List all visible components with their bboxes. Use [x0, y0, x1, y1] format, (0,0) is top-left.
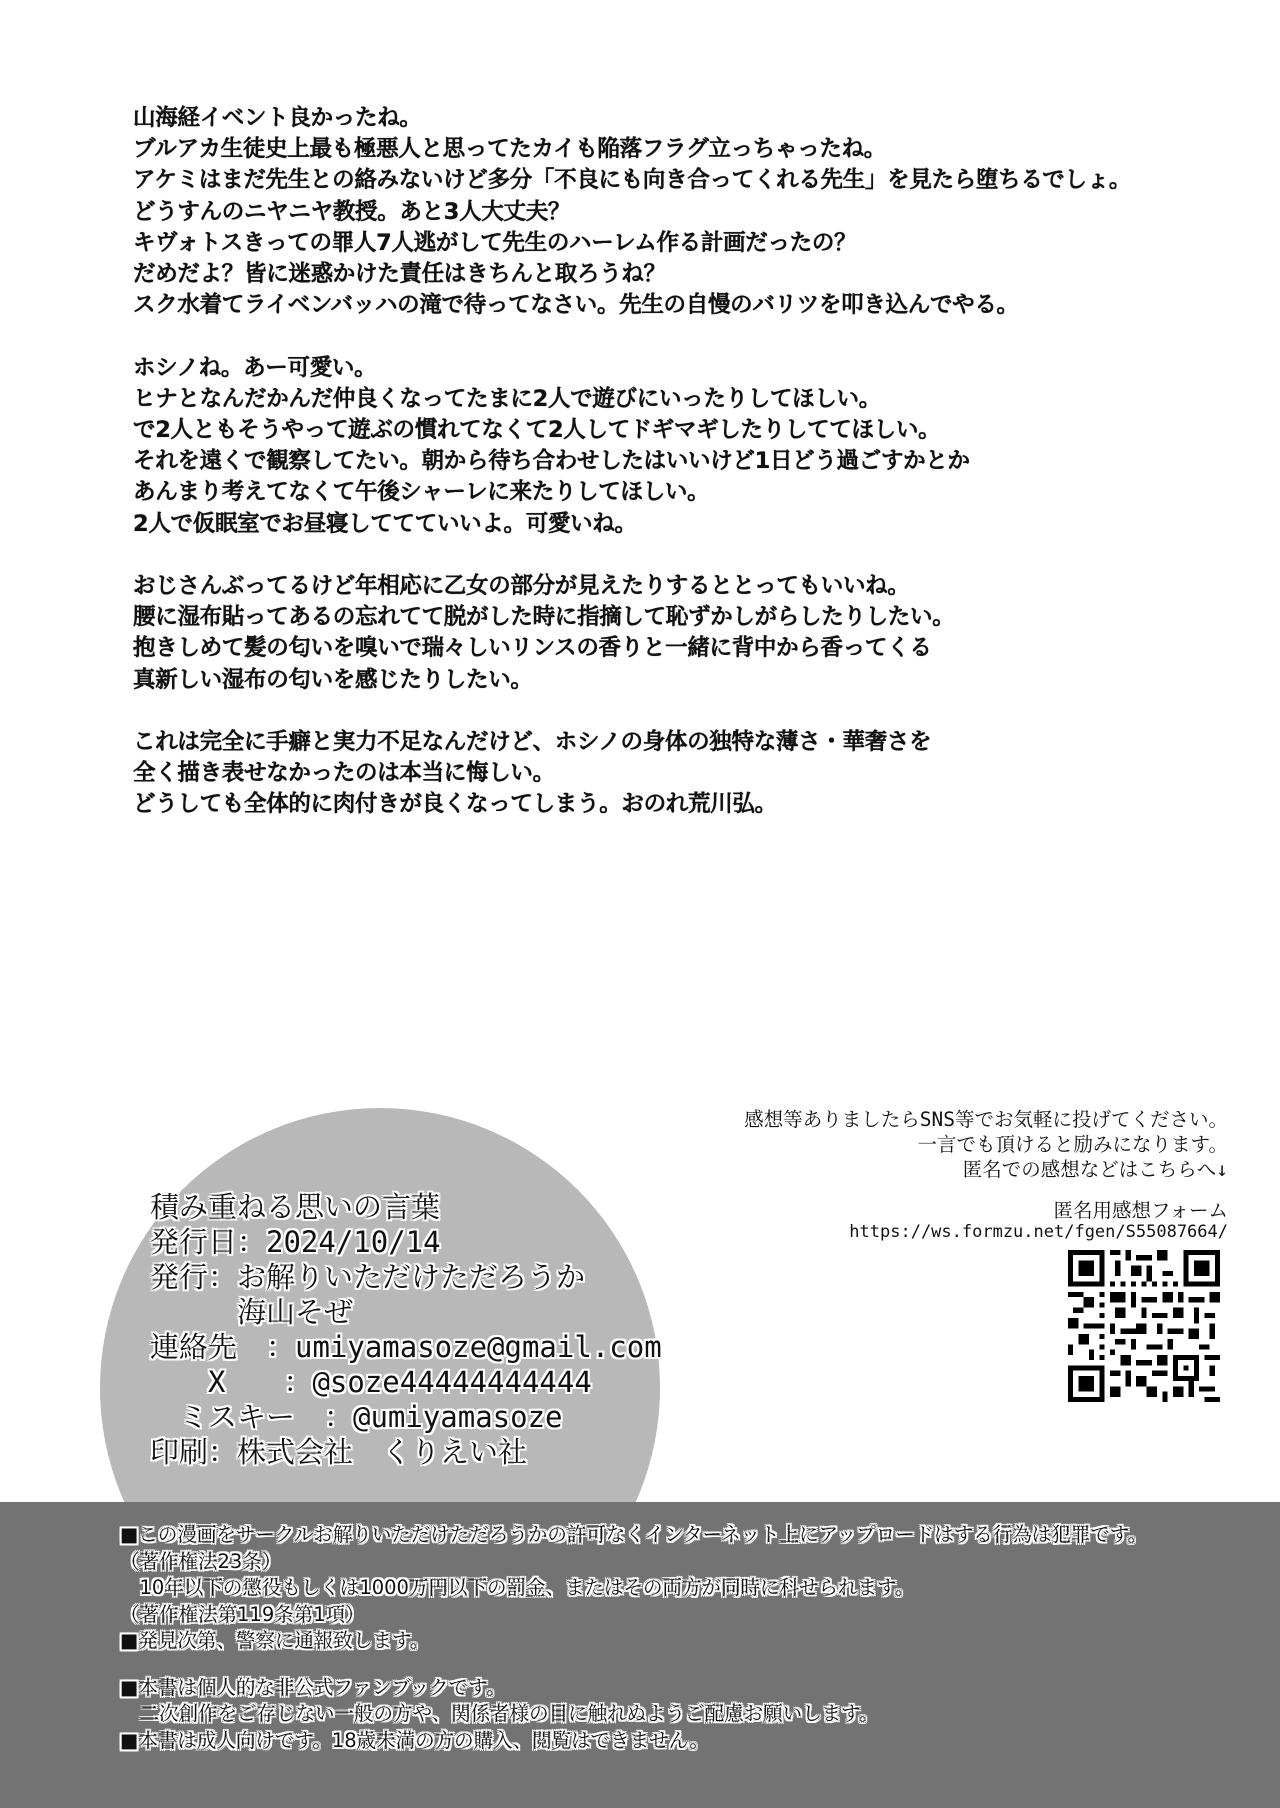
feedback-url[interactable]: https://ws.formzu.net/fgen/S55087664/ — [849, 1222, 1228, 1242]
afterword-line: キヴォトスきっての罪人7人逃がして先生のハーレム作る計画だったの？ — [133, 229, 857, 256]
afterword-line: 抱きしめて髪の匂いを嗅いで瑞々しいリンスの香りと一緒に背中から香ってくる — [133, 635, 932, 662]
afterword-line: で2人ともそうやって遊ぶの慣れてなくて2人してドギマギしたりしててほしい。 — [133, 417, 941, 444]
afterword-line: どうしても全体的に肉付きが良くなってしまう。おのれ荒川弘。 — [133, 791, 777, 818]
legal-line: ■本書は個人的な非公式ファンブックです。 — [120, 1675, 506, 1699]
afterword-line: 全く描き表せなかったのは本当に悔しい。 — [133, 760, 555, 787]
afterword-line: ブルアカ生徒史上最も極悪人と思ってたカイも陥落フラグ立っちゃったね。 — [133, 136, 887, 163]
legal-line: （著作権法23条） — [120, 1549, 282, 1573]
feedback-line: 感想等ありましたらSNS等でお気軽に投げてください。 — [744, 1108, 1228, 1131]
afterword-line: あんまり考えてなくて午後シャーレに来たりしてほしい。 — [133, 479, 710, 506]
publish-date: 発行日：2024/10/14 — [150, 1225, 441, 1259]
feedback-note — [744, 1107, 1228, 1182]
printer: 印刷：株式会社 くりえい社 — [150, 1435, 528, 1469]
contact-misskey: ミスキー ：@umiyamasoze — [150, 1400, 563, 1434]
afterword-line: おじさんぶってるけど年相応に乙女の部分が見えたりするととってもいいね。 — [133, 573, 910, 600]
legal-notice — [120, 1522, 1260, 1754]
legal-line: ■本書は成人向けです。18歳未満の方の購入、閲覧はできません。 — [120, 1728, 709, 1752]
afterword-line: 腰に湿布貼ってあるの忘れてて脱がした時に指摘して恥ずかしがらしたりしたい。 — [133, 604, 955, 631]
afterword-line: 真新しい湿布の匂いを感じたりしたい。 — [133, 666, 533, 693]
feedback-line: 匿名での感想などはこちらへ↓ — [962, 1158, 1228, 1181]
afterword-line: それを遠くで観察してたい。朝から待ち合わせしたはいいけど1日どう過ごすかとか — [133, 448, 970, 475]
legal-line: （著作権法第119条第1項） — [120, 1602, 365, 1626]
form-title: 匿名用感想フォーム — [1053, 1199, 1228, 1222]
author: 海山そぜ — [150, 1295, 354, 1329]
afterword-line: だめだよ？皆に迷惑かけた責任はきちんと取ろうね？ — [133, 261, 666, 288]
afterword-line: これは完全に手癖と実力不足なんだけど、ホシノの身体の独特な薄さ・華奢さを — [133, 729, 932, 756]
qr-code[interactable] — [1068, 1250, 1220, 1402]
afterword-line: アケミはまだ先生との絡みないけど多分「不良にも向き合ってくれる先生」を見たら堕ちるでしょ。 — [133, 167, 1132, 194]
book-title: 積み重ねる思いの言葉 — [150, 1190, 441, 1224]
contact-email: 連絡先 ：umiyamasoze@gmail.com — [150, 1330, 662, 1364]
afterword-line: 山海経イベント良かったね。 — [133, 105, 422, 131]
afterword-line: ヒナとなんだかんだ仲良くなってたまに2人で遊びにいったりしてほしい。 — [133, 385, 881, 412]
publisher: 発行：お解りいただけただろうか — [150, 1260, 586, 1294]
legal-line: 10年以下の懲役もしくは1000万円以下の罰金、またはその両方が同時に科せられます。 — [120, 1576, 915, 1599]
feedback-line: 一言でも頂けると励みになります。 — [917, 1133, 1228, 1156]
legal-line: 二次創作をご存じない一般の方や、関係者様の目に触れぬようご配慮お願いします。 — [120, 1702, 879, 1725]
legal-line: ■この漫画をサークルお解りいただけただろうかの許可なくインターネット上にアップロードはする行為は犯罪です。 — [120, 1523, 1148, 1546]
afterword-line: 2人で仮眠室でお昼寝しててていいよ。可愛いね。 — [133, 510, 637, 537]
afterword-line: ホシノね。あー可愛い。 — [133, 354, 377, 381]
afterword-line: どうすんのニヤニヤ教授。あと3人大丈夫？ — [133, 198, 571, 225]
afterword-line: スク水着てライベンバッハの滝で待ってなさい。先生の自慢のバリツを叩き込んでやる。 — [133, 292, 1019, 319]
contact-x: X ：@soze44444444444 — [150, 1365, 592, 1399]
afterword-text — [133, 103, 1193, 821]
legal-line: ■発見次第、警察に通報致します。 — [120, 1629, 430, 1652]
colophon — [150, 1190, 662, 1470]
